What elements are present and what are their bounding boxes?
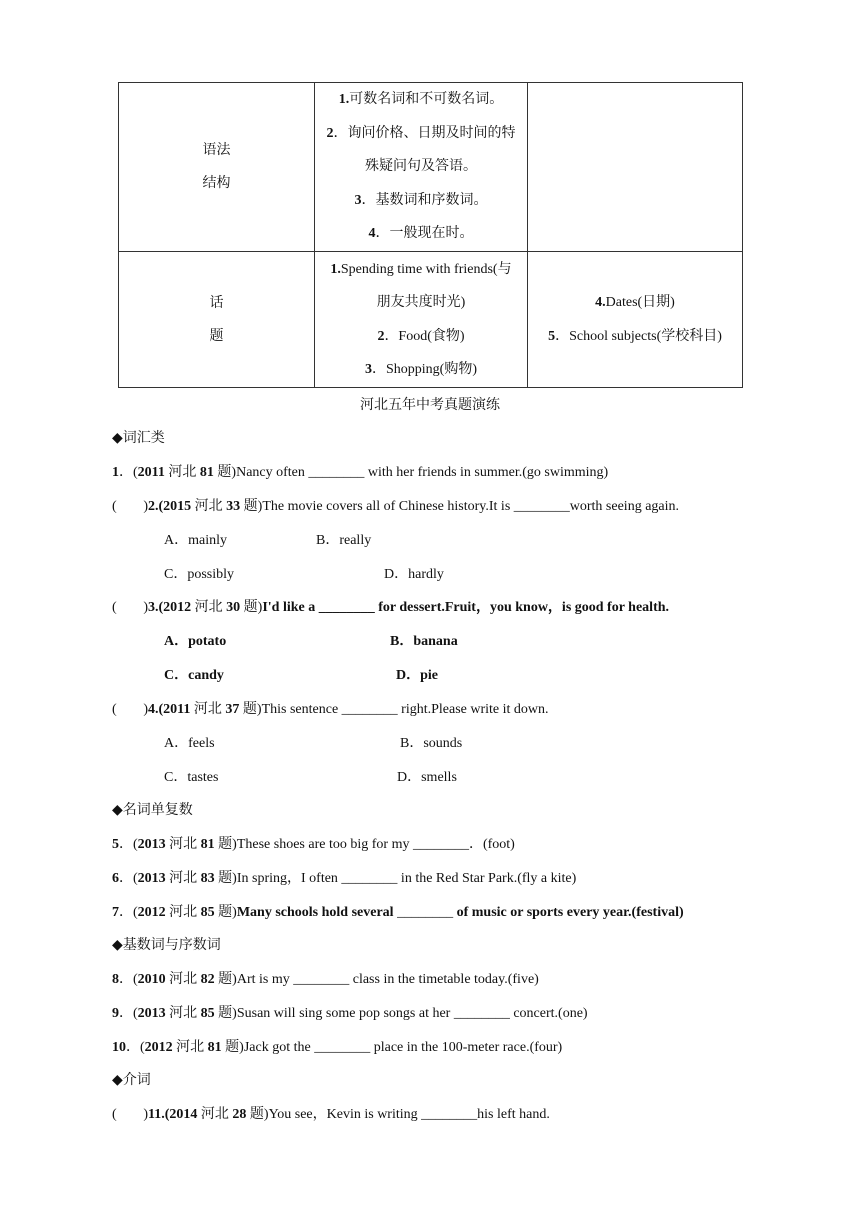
topics-right-cell (528, 252, 743, 388)
q2-option-a: A．mainly (164, 533, 227, 548)
q3-option-b: B．banana (390, 634, 458, 649)
grammar-item-2-cont: 殊疑问句及答语。 (365, 159, 477, 175)
q2-option-d: D．hardly (384, 567, 444, 582)
question-1: 1．(2011 河北 81 题)Nancy often ________ with her friends in summer.(go swimming) (112, 465, 609, 480)
question-6: 6．(2013 河北 83 题)In spring，I often ________ in the Red Star Park.(fly a kite) (112, 871, 577, 886)
answer-bracket[interactable]: ( ) (112, 702, 148, 717)
q4-option-b: B．sounds (400, 736, 463, 751)
row-label-grammar: 语法 结构 (119, 83, 315, 252)
section-prep-heading: ◆介词 (112, 1073, 151, 1088)
question-10: 10．(2012 河北 81 题)Jack got the ________ place in the 100-meter race.(four) (112, 1040, 563, 1055)
question-3: ( ) 3.(2012 河北 30 题)I'd like a ________ for dessert.Fruit，you know，is good for health. (112, 597, 669, 619)
grammar-right-cell (528, 83, 743, 252)
topics-items-cell (315, 252, 528, 388)
q3-option-a: A．potato (164, 634, 227, 649)
answer-bracket[interactable]: ( ) (112, 499, 148, 514)
q3-option-d: D．pie (396, 668, 438, 683)
question-4: ( ) 4.(2011 河北 37 题)This sentence ________ right.Please write it down. (112, 699, 549, 721)
answer-bracket[interactable]: ( ) (112, 1107, 148, 1122)
q2-option-b: B．really (316, 533, 372, 548)
grammar-item-2: 2．询问价格、日期及时间的特 (326, 125, 516, 141)
topic-item-1-cont: 朋友共度时光) (376, 295, 466, 310)
question-7: 7．(2012 河北 85 题)Many schools hold several ________ of music or sports every year.(festival) (112, 905, 684, 920)
question-11: ( ) 11.(2014 河北 28 题)You see，Kevin is writing ________his left hand. (112, 1104, 550, 1126)
answer-bracket[interactable]: ( ) (112, 600, 148, 615)
topic-item-1: 1.Spending time with friends(与 (330, 261, 512, 277)
question-9: 9．(2013 河北 85 题)Susan will sing some pop songs at her ________ concert.(one) (112, 1006, 588, 1021)
q4-option-a: A．feels (164, 736, 215, 751)
topic-item-5: 5．School subjects(学校科目) (548, 328, 722, 344)
section-vocab-heading: ◆词汇类 (112, 431, 165, 446)
q4-option-c: C．tastes (164, 770, 219, 785)
syllabus-table (118, 82, 743, 388)
q2-option-c: C．possibly (164, 567, 235, 582)
grammar-items-cell (315, 83, 528, 252)
question-5: 5．(2013 河北 81 题)These shoes are too big for my ________．(foot) (112, 837, 515, 852)
topic-item-3: 3．Shopping(购物) (365, 362, 477, 377)
grammar-item-3: 3．基数词和序数词。 (354, 192, 488, 208)
table-row-topics (119, 252, 743, 388)
question-2: ( ) 2.(2015 河北 33 题)The movie covers all of Chinese history.It is ________worth seeing again. (112, 496, 679, 518)
question-8: 8．(2010 河北 82 题)Art is my ________ class in the timetable today.(five) (112, 972, 539, 987)
grammar-item-1: 1.可数名词和不可数名词。 (338, 92, 504, 108)
row-label-topics: 话 题 (119, 252, 315, 388)
q3-option-c: C．candy (164, 668, 224, 683)
table-row-grammar (119, 83, 743, 252)
grammar-item-4: 4．一般现在时。 (368, 226, 474, 242)
q4-option-d: D．smells (397, 770, 457, 785)
topic-item-2: 2．Food(食物) (377, 328, 465, 344)
section-plural-heading: ◆名词单复数 (112, 803, 193, 818)
section-caption: 河北五年中考真题演练 (360, 398, 500, 413)
topic-item-4: 4.Dates(日期) (595, 295, 675, 310)
section-numerals-heading: ◆基数词与序数词 (112, 938, 221, 953)
